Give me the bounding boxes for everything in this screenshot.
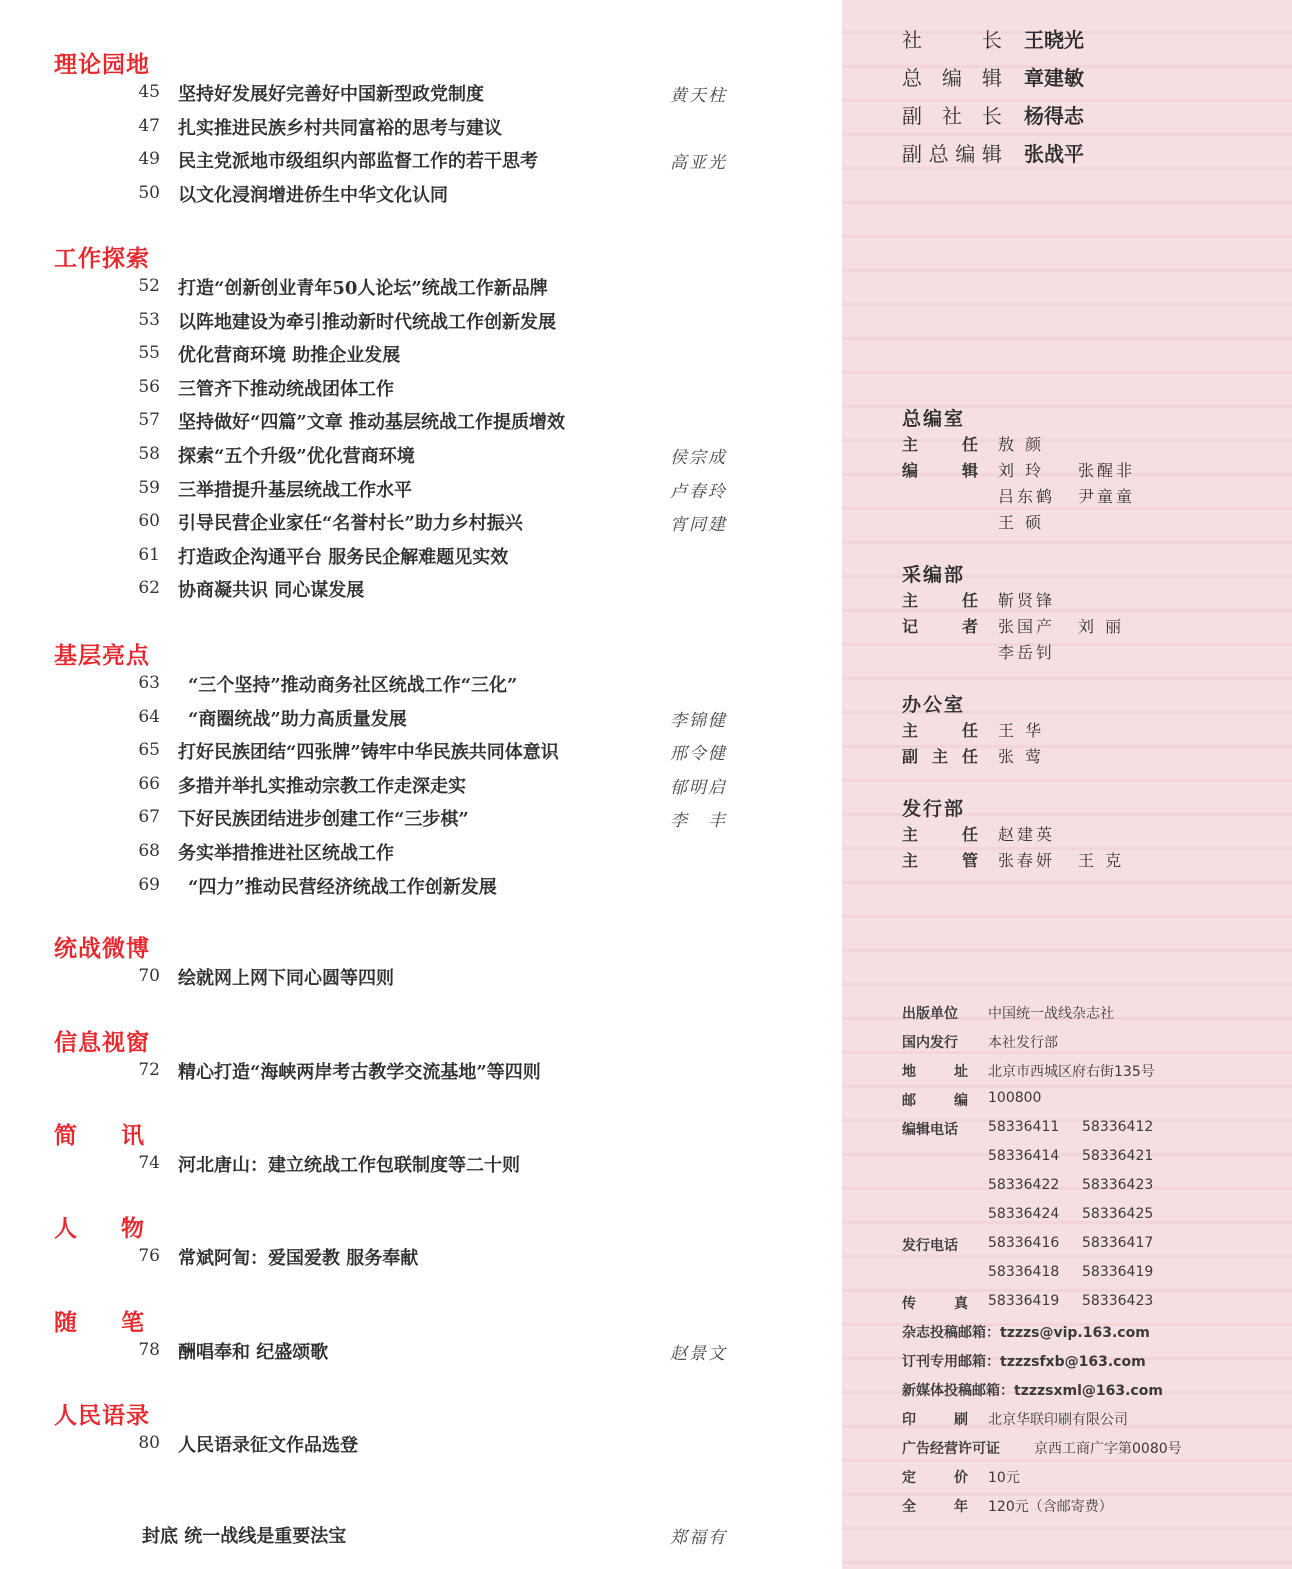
info-key: 订刊专用邮箱：tzzzsfxb@163.com [902, 1354, 1146, 1370]
article-author: 侯宗成 [670, 448, 727, 468]
page-number: 57 [138, 410, 160, 431]
article-author: 高亚光 [670, 153, 727, 174]
page-number: 59 [138, 477, 160, 498]
page-number: 62 [138, 578, 160, 599]
staff-name: 张春妍 [998, 851, 1056, 870]
info-key: 出版单位 [902, 1006, 958, 1022]
article-title: 打造“创新创业青年50人论坛”统战工作新品牌 [178, 278, 548, 299]
toc-entry[interactable] [0, 78, 842, 108]
toc-entry[interactable] [0, 962, 842, 992]
staff-role: 主 管 [902, 851, 978, 870]
staff-role: 主 任 [902, 591, 978, 610]
article-title: 坚持做好“四篇”文章 推动基层统战工作提质增效 [178, 412, 565, 434]
masthead-name: 王晓光 [1024, 28, 1084, 52]
section-title: 人民语录 [54, 1403, 150, 1429]
toc-entry[interactable] [0, 145, 842, 175]
toc-entry[interactable] [0, 507, 842, 537]
toc-entry[interactable] [0, 440, 842, 470]
page-number: 60 [138, 511, 160, 532]
info-value: 100800 [988, 1090, 1042, 1106]
publication-info-row [902, 1003, 1282, 1029]
page-number: 58 [138, 444, 160, 464]
article-title: 三举措提升基层统战工作水平 [178, 479, 412, 501]
department-title: 发行部 [902, 798, 966, 820]
publication-info-row [902, 1206, 1282, 1232]
info-key: 发行电话 [902, 1238, 958, 1254]
toc-entry[interactable] [0, 339, 842, 369]
staff-name: 吕东鹤 [998, 487, 1056, 506]
info-value: 120元（含邮寄费） [988, 1499, 1113, 1515]
publication-info-row [902, 1119, 1282, 1145]
info-value: 58336425 [1082, 1206, 1154, 1222]
masthead-role: 副 总 编 辑 [902, 142, 1002, 166]
info-value: 本社发行部 [988, 1035, 1058, 1051]
toc-entry[interactable] [0, 373, 842, 403]
masthead-row [902, 24, 1262, 58]
article-author: 李 丰 [670, 811, 727, 832]
info-value: 58336418 [988, 1264, 1060, 1280]
page-number: 49 [138, 149, 160, 170]
staff-row [902, 614, 1262, 640]
article-title: 人民语录征文作品选登 [178, 1435, 358, 1456]
staff-name: 王 硕 [998, 513, 1045, 532]
article-title: 优化营商环境 助推企业发展 [178, 345, 401, 367]
article-title: “四力”推动民营经济统战工作创新发展 [188, 876, 497, 898]
publication-info-row [902, 1409, 1282, 1435]
toc-entry[interactable] [0, 1242, 842, 1272]
staff-name: 靳贤锋 [998, 591, 1056, 610]
masthead-role: 副 社 长 [902, 104, 1002, 128]
article-author: 邢令健 [670, 744, 727, 765]
back-cover-title: 封底 统一战线是重要法宝 [142, 1526, 347, 1547]
toc-entry[interactable] [0, 1336, 842, 1366]
page-number: 52 [138, 276, 160, 296]
department-title: 采编部 [902, 564, 966, 586]
publication-info-row [902, 1467, 1282, 1493]
masthead-role: 总 编 辑 [902, 66, 1002, 90]
info-key: 新媒体投稿邮箱：tzzzsxml@163.com [902, 1383, 1163, 1399]
info-value: 58336419 [988, 1293, 1060, 1309]
article-title: 打造政企沟通平台 服务民企解难题见实效 [178, 546, 509, 568]
article-title: 务实举措推进社区统战工作 [178, 843, 394, 864]
article-author: 郁明启 [670, 777, 727, 798]
page-number: 50 [138, 182, 160, 203]
section-title: 随笔 [54, 1310, 188, 1336]
page-number: 56 [138, 376, 160, 397]
toc-entry[interactable] [0, 541, 842, 571]
info-value: 10元 [988, 1470, 1020, 1486]
publication-info-row [902, 1438, 1282, 1464]
department-title: 办公室 [902, 694, 966, 716]
staff-role: 主 任 [902, 435, 978, 454]
toc-entry[interactable] [0, 306, 842, 336]
page-number: 55 [138, 343, 160, 364]
article-title: 河北唐山：建立统战工作包联制度等二十则 [178, 1155, 520, 1176]
article-title: 以文化浸润增进侨生中华文化认同 [178, 184, 448, 206]
article-title: 以阵地建设为牵引推动新时代统战工作创新发展 [178, 311, 556, 333]
section-title: 简讯 [54, 1123, 188, 1149]
publication-info-row [902, 1090, 1282, 1116]
staff-row [902, 432, 1262, 458]
toc-entry[interactable] [0, 1149, 842, 1179]
info-value: 58336411 [988, 1119, 1060, 1135]
article-title: 精心打造“海峡两岸考古教学交流基地”等四则 [178, 1062, 541, 1083]
staff-row [902, 744, 1262, 770]
article-author: 宵同建 [670, 515, 727, 536]
article-title: 绘就网上网下同心圆等四则 [178, 968, 394, 989]
masthead-name: 章建敏 [1024, 66, 1084, 90]
staff-name: 赵建英 [998, 825, 1056, 844]
staff-role: 副 主 任 [902, 747, 978, 766]
page-number: 76 [138, 1246, 160, 1266]
toc-entry[interactable] [0, 474, 842, 504]
page-number: 69 [138, 874, 160, 895]
staff-name: 张国产 [998, 617, 1056, 636]
article-title: 坚持好发展好完善好中国新型政党制度 [178, 84, 484, 105]
info-value: 58336423 [1082, 1177, 1154, 1193]
article-title: 三管齐下推动统战团体工作 [178, 378, 394, 400]
page-number: 53 [138, 309, 160, 330]
info-key: 广告经营许可证 [902, 1441, 1000, 1457]
info-value: 58336419 [1082, 1264, 1154, 1280]
article-title: “商圈统战”助力高质量发展 [188, 708, 407, 730]
staff-role: 主 任 [902, 721, 978, 740]
article-title: 扎实推进民族乡村共同富裕的思考与建议 [178, 117, 502, 139]
toc-entry[interactable] [0, 837, 842, 867]
section-title: 工作探索 [54, 246, 150, 272]
article-title: 酬唱奉和 纪盛颂歌 [178, 1342, 329, 1363]
article-title: 打好民族团结“四张牌”铸牢中华民族共同体意识 [178, 742, 559, 764]
staff-role: 记 者 [902, 617, 978, 636]
info-key: 全 年 [902, 1499, 968, 1515]
article-title: 民主党派地市级组织内部监督工作的若干思考 [178, 151, 538, 173]
info-value: 京西工商广字第0080号 [1034, 1441, 1182, 1457]
publication-info-row [902, 1061, 1282, 1087]
staff-name: 张醒非 [1078, 461, 1136, 480]
info-value: 58336421 [1082, 1148, 1154, 1164]
publication-info-row [902, 1148, 1282, 1174]
masthead-row [902, 62, 1262, 96]
staff-row [902, 588, 1262, 614]
publication-info-row [902, 1177, 1282, 1203]
publication-info-row [902, 1032, 1282, 1058]
info-key: 杂志投稿邮箱：tzzzs@vip.163.com [902, 1325, 1150, 1341]
toc-entry[interactable] [0, 1056, 842, 1086]
staff-name: 敖 颜 [998, 435, 1045, 454]
toc-entry[interactable] [0, 1429, 842, 1459]
masthead-row [902, 100, 1262, 134]
article-title: 探索“五个升级”优化营商环境 [178, 446, 415, 467]
info-value: 北京市西城区府右街135号 [988, 1064, 1155, 1080]
page-number: 67 [138, 807, 160, 828]
info-value: 北京华联印刷有限公司 [988, 1412, 1128, 1428]
publication-info-row [902, 1351, 1282, 1377]
section-title: 统战微博 [54, 936, 150, 962]
toc-entry[interactable] [0, 871, 842, 901]
section-title: 信息视窗 [54, 1030, 150, 1056]
section-title: 人物 [54, 1216, 188, 1242]
toc-entry[interactable] [0, 803, 842, 833]
page-number: 61 [138, 544, 160, 565]
article-title: 多措并举扎实推动宗教工作走深走实 [178, 775, 466, 797]
publication-info-row [902, 1380, 1282, 1406]
page-number: 70 [138, 966, 160, 986]
page-number: 45 [138, 82, 160, 102]
article-title: 协商凝共识 同心谋发展 [178, 580, 365, 602]
toc-entry[interactable] [0, 406, 842, 436]
page-number: 64 [138, 706, 160, 727]
info-key: 地 址 [902, 1064, 968, 1080]
staff-name: 李岳钊 [998, 643, 1056, 662]
info-key: 印 刷 [902, 1412, 968, 1428]
toc-entry[interactable] [0, 669, 842, 699]
toc-entry[interactable] [0, 112, 842, 142]
staff-name: 刘 玲 [998, 461, 1045, 480]
toc-entry[interactable] [0, 272, 842, 302]
staff-role: 主 任 [902, 825, 978, 844]
staff-row [902, 484, 1262, 510]
staff-name: 刘 丽 [1078, 617, 1125, 636]
article-title: “三个坚持”推动商务社区统战工作“三化” [188, 675, 518, 696]
info-value: 58336412 [1082, 1119, 1154, 1135]
publication-info-row [902, 1293, 1282, 1319]
publication-info-row [902, 1235, 1282, 1261]
toc-entry[interactable] [0, 574, 842, 604]
page-number: 66 [138, 773, 160, 794]
toc-entry[interactable] [0, 179, 842, 209]
page-number: 74 [138, 1153, 160, 1173]
staff-row [902, 718, 1262, 744]
staff-row [902, 640, 1262, 666]
article-title: 下好民族团结进步创建工作“三步棋” [178, 809, 469, 831]
publication-info-row [902, 1264, 1282, 1290]
article-author: 卢春玲 [670, 481, 727, 502]
page-number: 78 [138, 1340, 160, 1360]
back-cover-author: 郑福有 [670, 1528, 727, 1548]
info-value: 58336424 [988, 1206, 1060, 1222]
staff-row [902, 510, 1262, 536]
info-value: 58336423 [1082, 1293, 1154, 1309]
info-value: 58336414 [988, 1148, 1060, 1164]
toc-entry[interactable] [0, 770, 842, 800]
page-number: 65 [138, 740, 160, 761]
article-author: 李锦健 [670, 710, 727, 731]
article-title: 常斌阿訇：爱国爱教 服务奉献 [178, 1248, 419, 1269]
masthead-name: 张战平 [1024, 142, 1084, 166]
section-title: 理论园地 [54, 52, 150, 78]
masthead-role: 社 长 [902, 28, 1002, 52]
toc-entry[interactable] [0, 736, 842, 766]
section-title: 基层亮点 [54, 643, 150, 669]
info-key: 传 真 [902, 1296, 968, 1312]
publication-info-row [902, 1322, 1282, 1348]
publication-info-row [902, 1496, 1282, 1522]
staff-row [902, 458, 1262, 484]
staff-role: 编 辑 [902, 461, 978, 480]
page-number: 80 [138, 1433, 160, 1453]
masthead-name: 杨得志 [1024, 104, 1084, 128]
info-value: 58336416 [988, 1235, 1060, 1251]
page-number: 63 [138, 673, 160, 693]
info-value: 58336422 [988, 1177, 1060, 1193]
article-title: 引导民营企业家任“名誉村长”助力乡村振兴 [178, 513, 523, 535]
page-number: 47 [138, 115, 160, 136]
toc-entry[interactable] [0, 703, 842, 733]
info-key: 邮 编 [902, 1093, 968, 1109]
back-cover-entry[interactable] [0, 1520, 842, 1550]
staff-name: 王 克 [1078, 851, 1125, 870]
article-author: 赵景文 [670, 1344, 727, 1364]
page-number: 68 [138, 841, 160, 861]
staff-name: 张 莺 [998, 747, 1045, 766]
staff-row [902, 822, 1262, 848]
staff-name: 尹童童 [1078, 487, 1136, 506]
info-key: 编辑电话 [902, 1122, 958, 1138]
article-author: 黄天柱 [670, 86, 727, 106]
staff-name: 王 华 [998, 721, 1045, 740]
info-key: 定 价 [902, 1470, 968, 1486]
masthead-row [902, 138, 1262, 172]
info-key: 国内发行 [902, 1035, 958, 1051]
staff-row [902, 848, 1262, 874]
department-title: 总编室 [902, 408, 966, 430]
info-value: 中国统一战线杂志社 [988, 1006, 1114, 1022]
page-number: 72 [138, 1060, 160, 1080]
info-value: 58336417 [1082, 1235, 1154, 1251]
